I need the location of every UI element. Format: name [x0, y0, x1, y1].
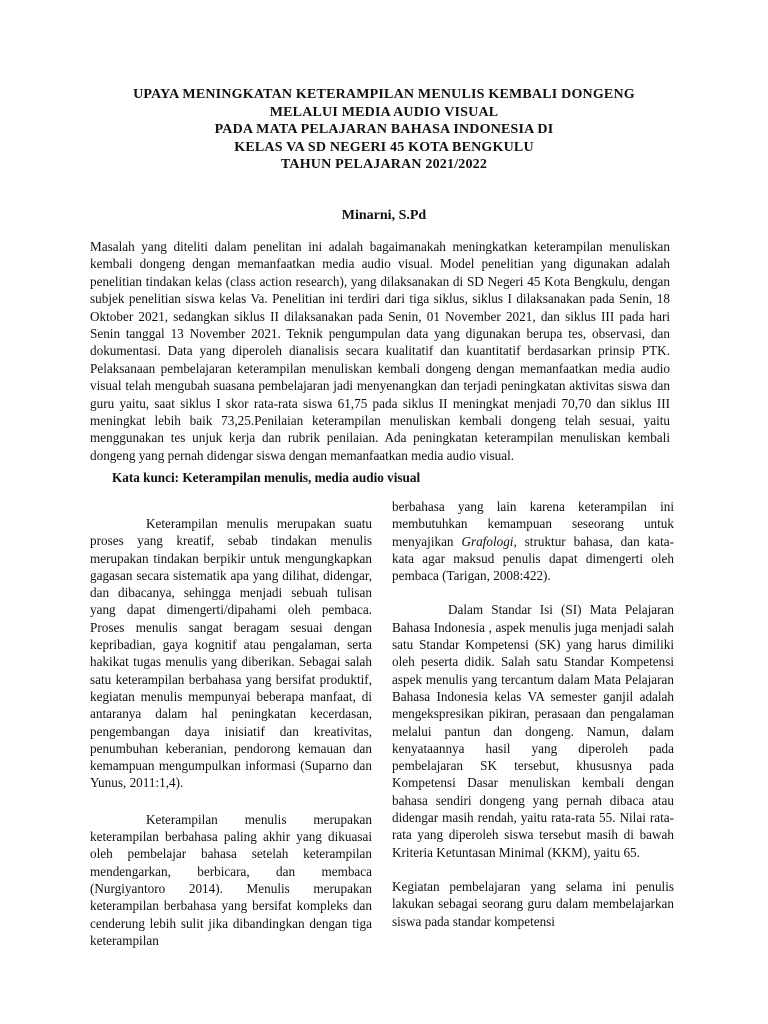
- right-paragraph-1-start: berbahasa yang lain karena keterampilan ini membutuhkan kemampuan seseorang untuk menyajikan: [392, 499, 674, 549]
- title-line-3: PADA MATA PELAJARAN BAHASA INDONESIA DI: [214, 122, 554, 137]
- keywords: Kata kunci: Keterampilan menulis, media audio visual: [112, 470, 421, 485]
- abstract: Masalah yang diteliti dalam penelitan ini adalah bagaimanakah meningkatkan keterampilan menuliskan kembali dongeng dengan memanfaatkan media audio visual. Model penelitian yang digunakan adalah penelitian tindakan kelas (class action research), yang dilaksanakan di SD Negeri 45 Kota Bengkulu, dengan subjek penelitian siswa kelas Va. Penelitian ini terdiri dari tiga siklus, siklus I dilaksanakan pada Senin, 18 Oktober 2021, sedangkan siklus II dilaksanakan pada Senin, 01 November 2021, dan siklus III pada hari Senin tanggal 13 November 2021. Teknik pengumpulan data yang digunakan berupa tes, observasi, dan dokumentasi. Data yang diperoleh dianalisis secara kualitatif dan kuantitatif berdasarkan prinsip PTK. Pelaksanaan pembelajaran keterampilan menuliskan kembali dongeng dengan memanfaatkan media audio visual telah mengubah suasana pembelajaran jadi menyenangkan dan terjadi peningkatan aktivitas siswa dan guru yaitu, saat siklus I skor rata-rata siswa 61,75 pada siklus II meningkat menjadi 70,70 dan siklus III meningkat lebih baik 73,25.Penilaian keterampilan menuliskan kembali dongeng telah sesuai, yaitu menggunakan tes unjuk kerja dan rubrik penilaian. Ada peningkatan keterampilan menuliskan kembali dongeng yang pernah didengar siswa dengan memanfaatkan media audio visual.: [90, 239, 670, 463]
- title-line-5: TAHUN PELAJARAN 2021/2022: [280, 157, 488, 172]
- title-line-1: UPAYA MENINGKATAN KETERAMPILAN MENULIS KEMBALI DONGENG: [133, 87, 635, 102]
- left-column: [90, 515, 372, 949]
- italic-term: Grafologi,: [461, 533, 517, 549]
- right-paragraph-2: Dalam Standar Isi (SI) Mata Pelajaran Bahasa Indonesia , aspek menulis juga menjadi salah satu Standar Kompetensi (SK) yang harus dimiliki oleh peserta didik. Salah satu Standar Kompetensi aspek menulis yang tercantum dalam Mata Pelajaran Bahasa Indonesia kelas VA semester ganjil adalah mengekspresikan pikiran, perasaan dan pengalaman melalui pantun dan dongeng. Namun, dalam kenyataannya hasil yang diperoleh pada pembelajaran SK tersebut, khususnya pada Kompetensi Dasar menuliskan kembali dengan bahasa sendiri dongeng yang pernah dibaca atau didengar masih rendah, yaitu rata-rata 55. Nilai rata-rata yang diperoleh siswa tersebut masih di bawah Kriteria Ketuntasan Minimal (KKM), yaitu 65.: [392, 602, 674, 860]
- right-column: [392, 498, 674, 930]
- paper-title: [100, 86, 668, 174]
- title-line-2: MELALUI MEDIA AUDIO VISUAL: [269, 104, 499, 120]
- author-name: Minarni, S.Pd: [341, 208, 427, 223]
- right-paragraph-1-end: struktur bahasa, dan kata- kata agar maksud penulis dapat dimengerti oleh pembaca (Tarigan, 2008:422).: [392, 533, 674, 584]
- right-paragraph-1: [392, 498, 674, 584]
- right-paragraph-3: Kegiatan pembelajaran yang selama ini penulis lakukan sebagai seorang guru dalam membelajarkan siswa pada standar kompetensi: [392, 878, 674, 929]
- title-line-4: KELAS VA SD NEGERI 45 KOTA BENGKULU: [234, 139, 534, 155]
- left-paragraph-1: Keterampilan menulis merupakan suatu proses yang kreatif, sebab tindakan menulis merupakan tindakan berpikir untuk mengungkapkan gagasan secara sistematik apa yang dilihat, didengar, dan dibacanya, sehingga menjadi sebuah tulisan yang dapat dimengerti/dipahami oleh pembaca. Proses menulis sangat beragam sesuai dengan kepribadian, gaya kognitif atau pengalaman, serta hakikat tugas menulis yang diberikan. Sebagai salah satu keterampilan berbahasa yang bersifat produktif, kegiatan menulis mempunyai beberapa manfaat, di antaranya dalam hal peningkatan kecerdasan, pengembangan daya inisiatif dan kreativitas, penumbuhan keberanian, pendorong kemauan dan kemampuan mengumpulkan informasi (Suparno dan Yunus, 2011:1,4).: [90, 516, 372, 791]
- left-paragraph-2: Keterampilan menulis merupakan keterampilan berbahasa paling akhir yang dikuasai oleh pembelajar bahasa setelah keterampilan mendengarkan, berbicara, dan membaca (Nurgiyantoro 2014). Menulis merupakan keterampilan berbahasa yang bersifat kompleks dan cenderung lebih sulit jika dibandingkan dengan tiga keterampilan: [90, 811, 372, 948]
